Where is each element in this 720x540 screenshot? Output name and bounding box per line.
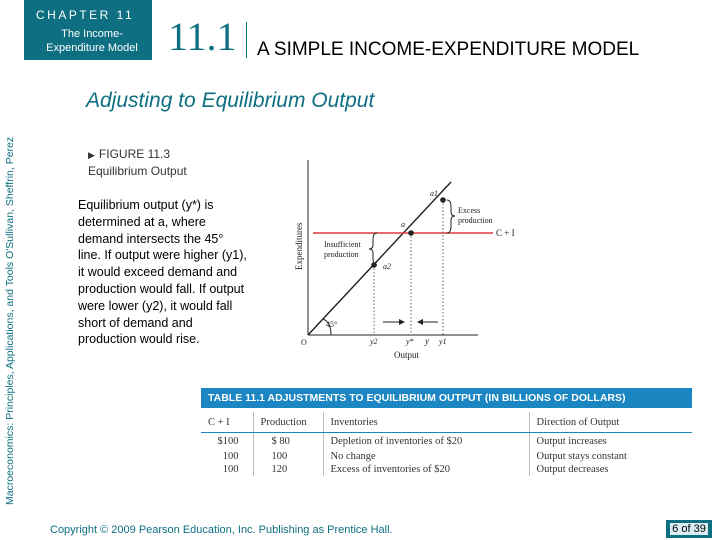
excess-label-2: production	[458, 216, 493, 225]
origin-label: O	[301, 338, 307, 347]
excess-label-1: Excess	[458, 206, 481, 215]
angle-label: 45°	[326, 320, 338, 329]
table-cell: Excess of inventories of $20	[323, 463, 529, 476]
slide-heading: Adjusting to Equilibrium Output	[86, 89, 375, 112]
header-direction: Direction of Output	[529, 412, 692, 433]
chapter-label: CHAPTER 11	[36, 8, 135, 22]
point-a	[408, 230, 414, 236]
section-title: A SIMPLE INCOME-EXPENDITURE MODEL	[257, 39, 640, 60]
header-production: Production	[253, 412, 323, 433]
adjustment-table	[201, 388, 692, 488]
insufficient-bracket	[369, 233, 377, 265]
chapter-block	[24, 0, 152, 60]
chapter-subtitle: The Income-Expenditure Model	[46, 28, 138, 54]
insufficient-label-1: Insufficient	[324, 240, 361, 249]
point-a1-label: a1	[430, 189, 438, 198]
arrow-right-head	[399, 319, 405, 325]
figure-caption: Equilibrium Output	[88, 164, 187, 178]
section-divider	[246, 22, 247, 58]
excess-bracket	[447, 200, 455, 233]
table-cell: 100	[253, 450, 323, 463]
figure-label	[88, 146, 187, 179]
side-running-text: Macroeconomics: Principles, Applications, and Tools O'Sullivan, Sheffrin, Perez	[4, 136, 16, 505]
table-cell: Depletion of inventories of $20	[323, 433, 529, 450]
point-a2-label: a2	[383, 262, 391, 271]
copyright-text: Copyright © 2009 Pearson Education, Inc. Publishing as Prentice Hall.	[50, 524, 393, 536]
table-cell: No change	[323, 450, 529, 463]
c-plus-i-label: C + I	[496, 228, 515, 238]
table-cell: Output stays constant	[529, 450, 692, 463]
y-axis-label: Expenditures	[294, 222, 304, 270]
table-row	[201, 450, 692, 463]
table-cell: Output increases	[529, 433, 692, 450]
x-axis-symbol: y	[425, 336, 429, 346]
body-text: Equilibrium output (y*) is determined at a, where demand intersects the 45° line. If output were higher (y1), it would exceed demand and production would fall. If output were lower (y2), it would fall short of demand and production would rise.	[78, 198, 247, 347]
figure-number: FIGURE 11.3	[98, 147, 171, 161]
equilibrium-figure	[293, 160, 693, 375]
header-inventories: Inventories	[323, 412, 529, 433]
table-header-row	[201, 412, 692, 433]
table-cell: 120	[253, 463, 323, 476]
triangle-bullet-icon: ▶	[88, 150, 95, 160]
x-axis-label: Output	[394, 350, 420, 360]
arrow-left-head	[417, 319, 423, 325]
tick-y1: y1	[439, 337, 447, 346]
table-cell: Output decreases	[529, 463, 692, 476]
table-row	[201, 463, 692, 476]
table-grid	[201, 412, 692, 476]
header-c-plus-i: C + I	[201, 412, 253, 433]
table-cell: $ 80	[253, 433, 323, 450]
tick-y2: y2	[370, 337, 378, 346]
insufficient-label-2: production	[324, 250, 359, 259]
page-number-badge	[666, 520, 712, 538]
tick-ystar: y*	[406, 337, 414, 346]
table-cell: 100	[222, 450, 239, 462]
table-row	[201, 433, 692, 450]
point-a1	[440, 197, 446, 203]
point-a-label: a	[401, 220, 405, 229]
table-cell: $100	[217, 435, 239, 447]
table-title: TABLE 11.1 ADJUSTMENTS TO EQUILIBRIUM OUTPUT (IN BILLIONS OF DOLLARS)	[201, 388, 692, 408]
section-number: 11.1	[168, 14, 237, 59]
table-cell: 100	[222, 463, 239, 475]
page-number: 6 of 39	[672, 523, 706, 535]
